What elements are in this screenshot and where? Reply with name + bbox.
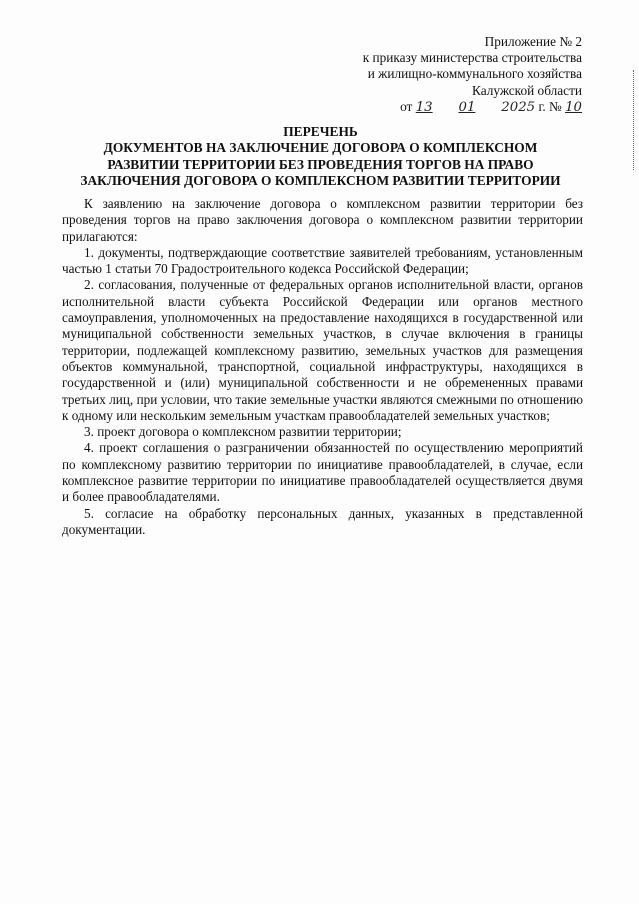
number-prefix: г. № [538,98,562,114]
attachment-date-line [322,99,582,116]
list-item-2: 2. согласования, полученные от федеральных органов исполнительной власти, органов исполнительной власти субъекта Российской Федерации или органов местного самоуправления, уполномоченных на предоставление находящихся в государственной или муниципальной собственности земельных участков, в случае включения в границы территории, подлежащей комплексному развитию, земельных участков для размещения объектов коммунальной, транспортной, социальной инфраструктуры, находящихся в государственной и (или) муниципальной собственности и не обремененных правами третьих лиц, при условии, что такие земельные участки являются смежными по отношению к одному или нескольким земельным участкам правообладателей земельных участков; [62,277,583,423]
list-item-4: 4. проект соглашения о разграничении обязанностей по осуществлению мероприятий по комплексному развитию территории по инициативе правообладателей, в случае, если комплексное развитие территории по инициативе правообладателей осуществляется двумя и более правообладателями. [62,440,583,505]
attachment-order-ref: к приказу министерства строительства [362,50,582,66]
list-item-5: 5. согласие на обработку персональных данных, указанных в представленной документации. [62,505,583,537]
attachment-region: Калужской области [472,82,582,98]
list-item-1: 1. документы, подтверждающие соответствие заявителей требованиям, установленным частью 1 статьи 70 Градостроительного кодекса Российской Федерации; [62,244,583,277]
number-handwritten: 10 [565,99,582,115]
document-body [62,196,583,538]
scan-edge-mark [633,70,637,170]
date-day-handwritten: 13 [415,99,433,115]
title-line-4: ЗАКЛЮЧЕНИЯ ДОГОВОРА О КОМПЛЕКСНОМ РАЗВИТИИ ТЕРРИТОРИИ [80,172,561,188]
intro-paragraph: К заявлению на заключение договора о комплексном развитии территории без проведения торгов на право заключения договора о комплексном развитии территории прилагаются: [62,196,583,244]
attachment-header [322,34,582,116]
date-month-handwritten: 01 [458,99,476,115]
date-year: 2025 [501,99,536,115]
attachment-ministry: и жилищно-коммунального хозяйства [367,66,582,82]
title-line-1: ПЕРЕЧЕНЬ [283,124,358,139]
attachment-number: Приложение № 2 [484,34,582,49]
list-item-3: 3. проект договора о комплексном развитии территории; [84,424,402,440]
title-line-3: РАЗВИТИИ ТЕРРИТОРИИ БЕЗ ПРОВЕДЕНИЯ ТОРГОВ НА ПРАВО [107,156,534,172]
document-title [52,124,589,189]
date-prefix: от [400,98,413,114]
title-line-2: ДОКУМЕНТОВ НА ЗАКЛЮЧЕНИЕ ДОГОВОРА О КОМПЛЕКСНОМ [103,140,538,156]
